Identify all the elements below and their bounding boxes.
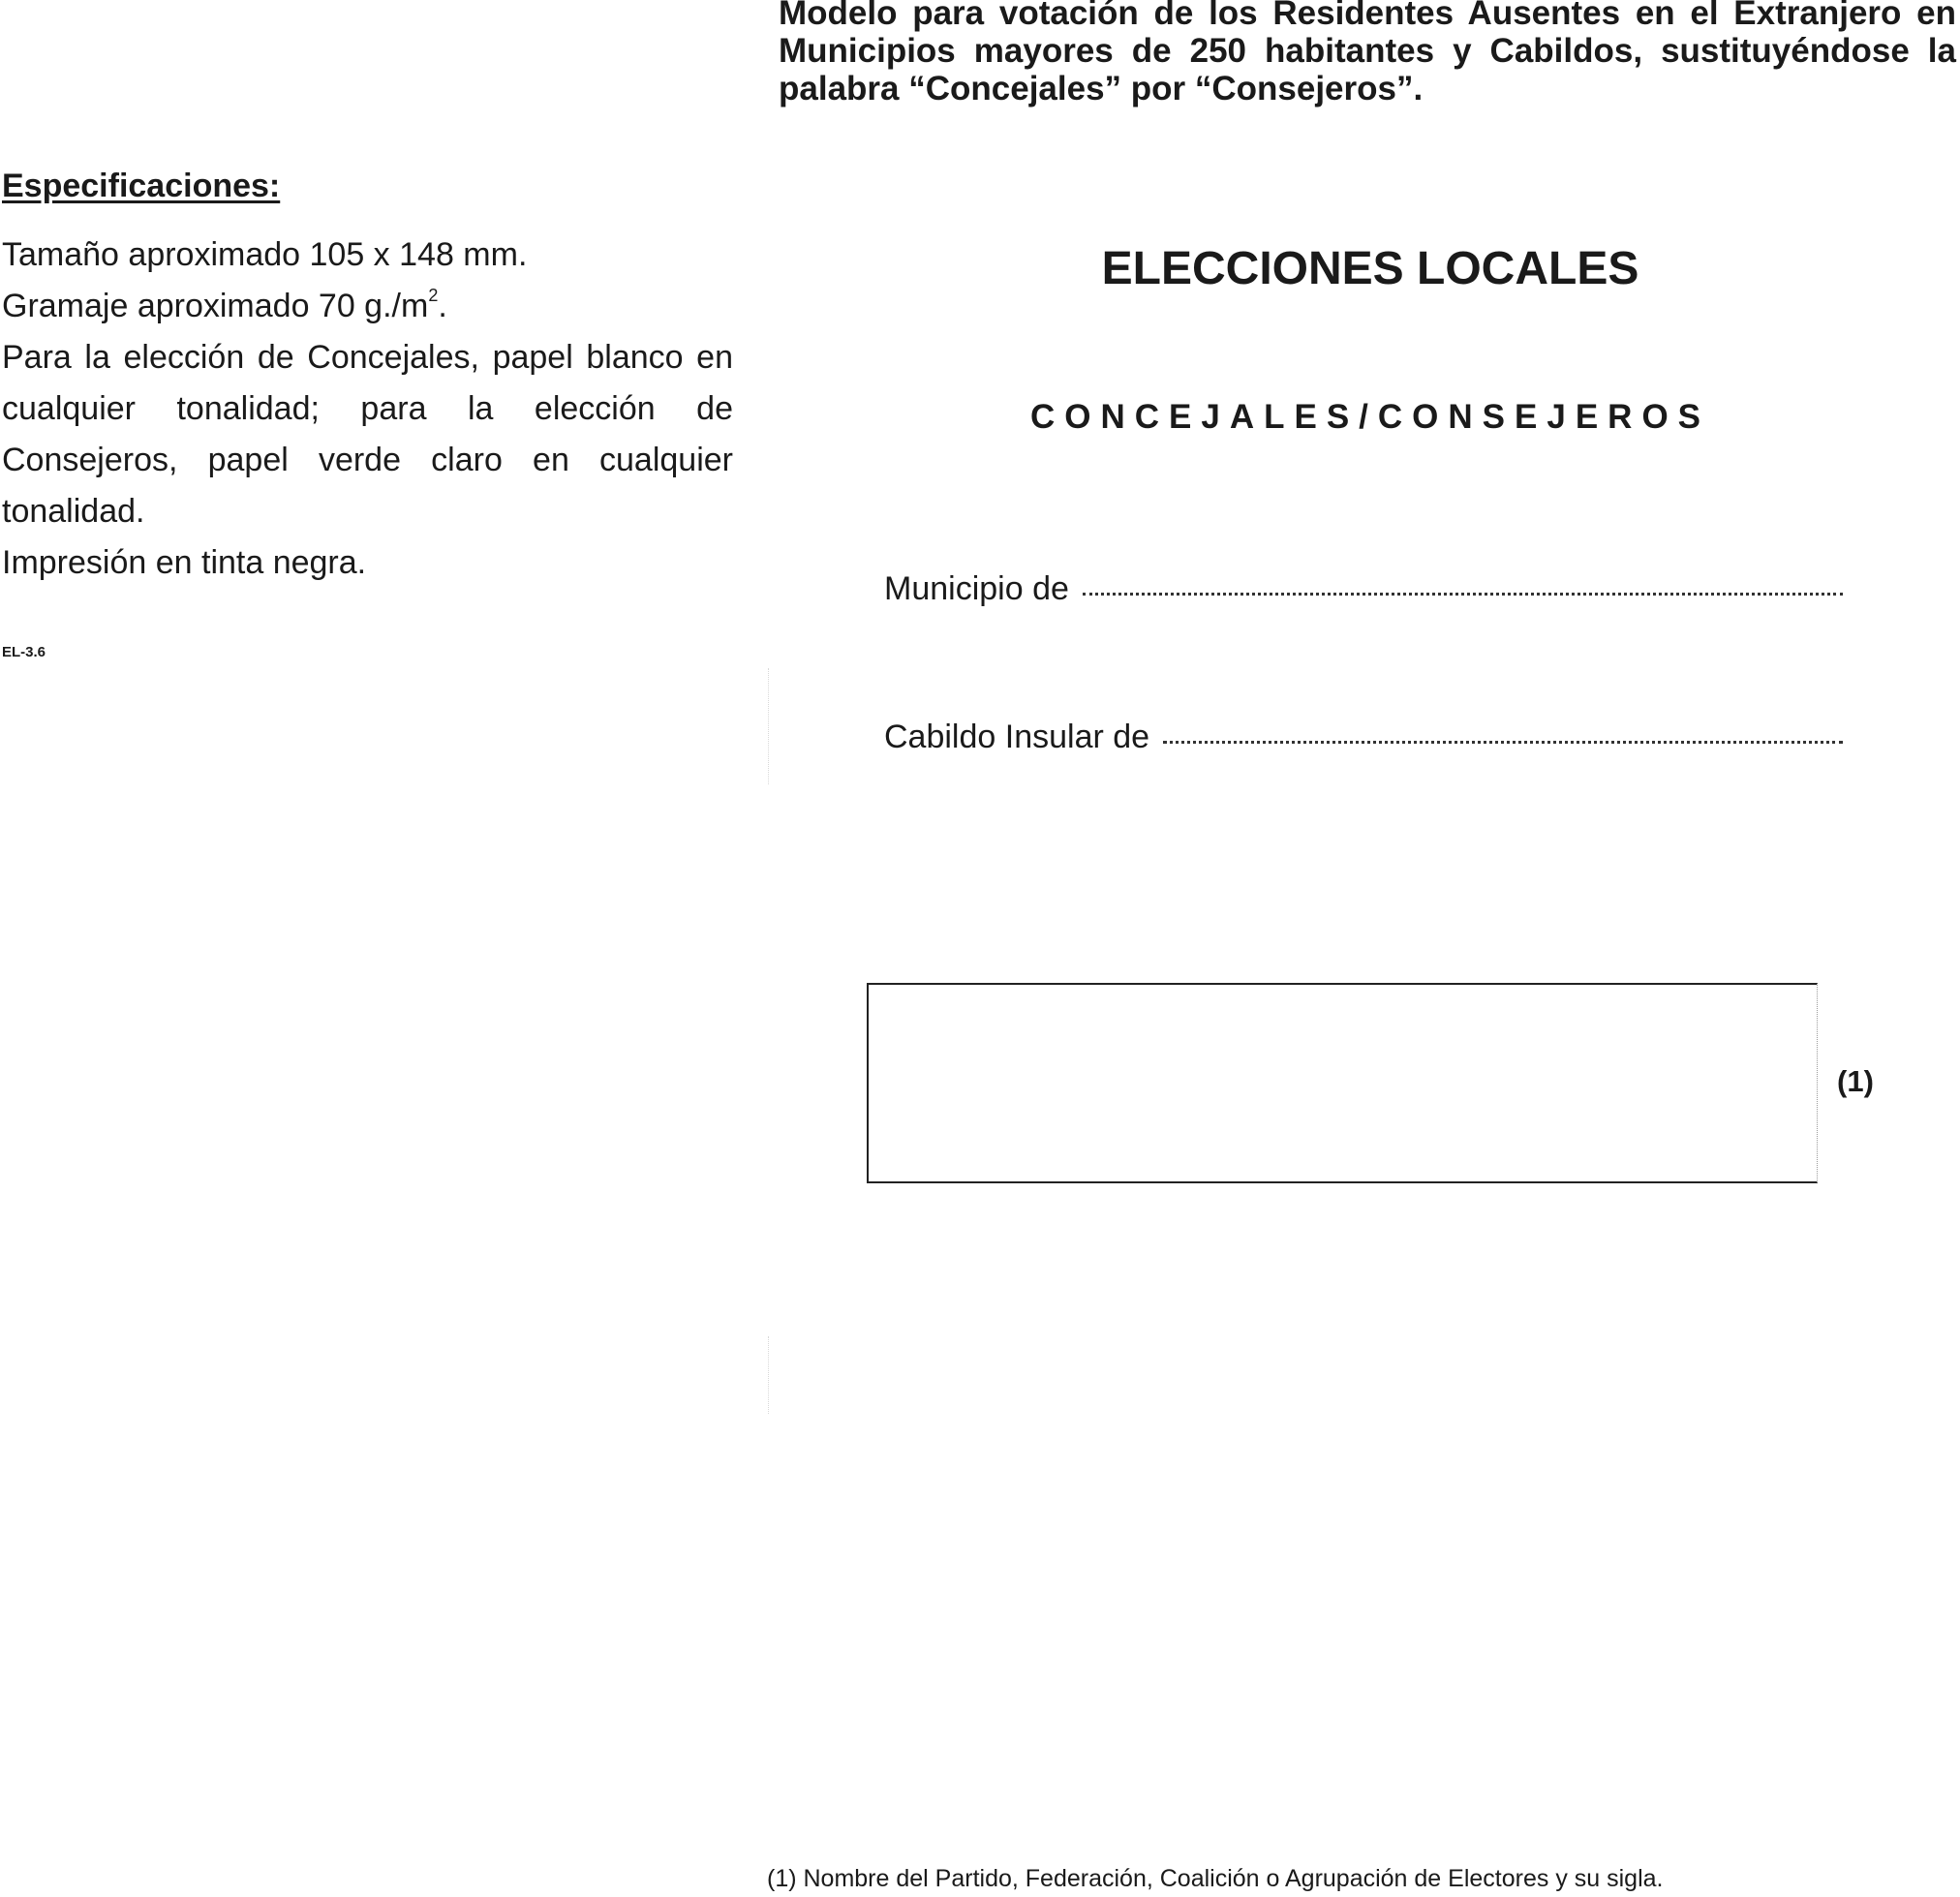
specifications-heading: Especificaciones:	[2, 168, 281, 204]
cabildo-label: Cabildo Insular de	[884, 719, 1150, 755]
party-name-box	[867, 983, 1818, 1183]
model-heading: Modelo para votación de los Residentes Ausentes en el Extranjero en Municipios mayores de 250 habitantes y Cabildos, sustituyéndose la palabra “Concejales” por “Consejeros”.	[779, 0, 1956, 107]
footnote: (1) Nombre del Partido, Federación, Coalición o Agrupación de Electores y su sigla.	[767, 1865, 1664, 1892]
ballot-subtitle: CONCEJALES/CONSEJEROS	[1029, 398, 1711, 436]
cabildo-dotted-line	[1163, 737, 1843, 744]
cabildo-field	[884, 717, 1843, 757]
footnote-reference: (1)	[1837, 1064, 1874, 1098]
scan-guide-mark	[768, 1336, 769, 1414]
spec-weight-superscript: 2	[428, 286, 439, 305]
scan-guide-mark	[768, 668, 769, 784]
municipio-label: Municipio de	[884, 570, 1069, 607]
spec-weight-end: .	[438, 288, 447, 324]
specifications-body	[2, 229, 733, 589]
municipio-dotted-line	[1083, 589, 1843, 596]
model-code: EL-3.6	[2, 644, 46, 660]
spec-paper: Para la elección de Concejales, papel blanco en cualquier tonalidad; para la elección de Consejeros, papel verde claro en cualquier tonalidad.	[2, 339, 733, 530]
spec-weight-text: Gramaje aproximado 70 g./m	[2, 288, 429, 324]
spec-ink: Impresión en tinta negra.	[2, 544, 367, 581]
spec-weight	[2, 281, 733, 332]
municipio-field	[884, 568, 1843, 609]
ballot-title: ELECCIONES LOCALES	[1101, 243, 1639, 294]
spec-size: Tamaño aproximado 105 x 148 mm.	[2, 236, 528, 273]
